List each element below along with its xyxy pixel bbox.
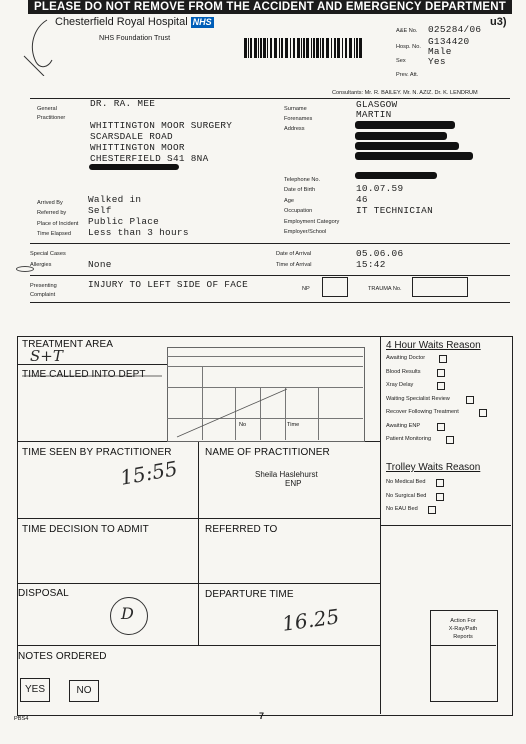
redaction xyxy=(355,132,447,140)
barcode-bar xyxy=(345,38,347,58)
barcode-bar xyxy=(250,38,252,58)
grid-line xyxy=(17,645,380,646)
address-label: Address xyxy=(284,126,305,132)
surname: GLASGOW xyxy=(356,99,398,110)
time-seen-handwritten: 15:55 xyxy=(118,456,180,490)
barcode-bar xyxy=(254,38,257,58)
gp-address-2: SCARSDALE ROAD xyxy=(90,131,173,142)
redaction xyxy=(355,152,473,160)
four-hour-item: Patient Monitoring xyxy=(386,433,510,447)
treatment-area-handwritten: S+T xyxy=(30,347,63,365)
barcode-bar xyxy=(311,38,312,58)
four-hour-list xyxy=(386,352,510,447)
margin-scribble xyxy=(14,16,54,76)
strikethrough xyxy=(22,374,162,378)
checkbox[interactable] xyxy=(466,396,474,404)
four-hour-item: Waiting Specialist Review xyxy=(386,393,510,407)
time-seen-label: TIME SEEN BY PRACTITIONER xyxy=(22,447,172,458)
gp-label-1: General xyxy=(37,106,57,112)
barcode-bar xyxy=(354,38,355,58)
sex-label: Sex xyxy=(396,58,406,64)
barcode-bar xyxy=(326,38,329,58)
occupation-label: Occupation xyxy=(284,208,313,214)
page-number: 7 xyxy=(259,711,265,721)
redaction xyxy=(355,121,455,129)
dob: 10.07.59 xyxy=(356,183,404,194)
name-of-practitioner-label: NAME OF PRACTITIONER xyxy=(205,447,330,458)
divider xyxy=(30,275,510,276)
time-elapsed: Less than 3 hours xyxy=(88,227,189,238)
diagonal-line xyxy=(167,385,363,440)
grid-line xyxy=(167,356,363,357)
redaction xyxy=(355,142,459,150)
arrived-by-label: Arrived By xyxy=(37,200,63,206)
complaint-text: INJURY TO LEFT SIDE OF FACE xyxy=(88,279,248,290)
telephone-label: Telephone No. xyxy=(284,177,321,183)
trolley-item: No Medical Bed xyxy=(386,476,510,490)
redaction xyxy=(355,172,437,179)
barcode-bar xyxy=(297,38,300,58)
checkbox[interactable] xyxy=(479,409,487,417)
time-decision-label: TIME DECISION TO ADMIT xyxy=(22,524,149,535)
practitioner-role: ENP xyxy=(285,479,302,488)
gp-address-1: WHITTINGTON MOOR SURGERY xyxy=(90,120,233,131)
occupation: IT TECHNICIAN xyxy=(356,205,434,216)
hole-punch xyxy=(16,266,34,272)
barcode-bar xyxy=(301,38,302,58)
grid-line xyxy=(430,645,496,646)
time-elapsed-label: Time Elapsed xyxy=(37,231,71,237)
allergies-label: Allergies xyxy=(30,262,52,268)
form-code: PBS4 xyxy=(14,716,29,722)
barcode-bar xyxy=(279,38,280,58)
employer-label: Employer/School xyxy=(284,229,327,235)
four-hour-item: Blood Results xyxy=(386,366,510,380)
time-called-label: TIME CALLED INTO DEPT xyxy=(22,369,146,380)
checkbox[interactable] xyxy=(437,423,445,431)
notes-ordered-label: NOTES ORDERED xyxy=(18,651,107,662)
barcode-bar xyxy=(267,38,268,58)
checkbox[interactable] xyxy=(428,506,436,514)
barcode-bar xyxy=(359,38,362,58)
hosp-no: G134420 xyxy=(428,36,470,47)
consultants: Consultants: Mr. R. BAILEY. Mr. N. AZIZ. Dr. K. LENDRUM xyxy=(332,90,478,96)
ae-no-label: A&E No. xyxy=(396,28,418,34)
action-box-text: Action For X-Ray/Path Reports xyxy=(448,618,478,640)
checkbox[interactable] xyxy=(437,382,445,390)
divider xyxy=(30,243,510,244)
grid-line xyxy=(198,441,199,645)
barcode-bar xyxy=(248,38,249,58)
departure-time-label: DEPARTURE TIME xyxy=(205,589,294,600)
four-hour-title: 4 Hour Waits Reason xyxy=(386,340,481,351)
trolley-item: No Surgical Bed xyxy=(386,490,510,504)
disposal-handwritten: D xyxy=(121,604,134,623)
barcode-bar xyxy=(290,38,291,58)
gp-address-3: WHITTINGTON MOOR xyxy=(90,142,185,153)
surname-label: Surname xyxy=(284,106,307,112)
forenames: MARTIN xyxy=(356,109,392,120)
redaction xyxy=(89,164,179,170)
forenames-label: Forenames xyxy=(284,116,313,122)
time-of-arrival-label: Time of Arrival xyxy=(276,262,312,268)
barcode-bar xyxy=(293,38,295,58)
barcode-bar xyxy=(260,38,262,58)
barcode-bar xyxy=(334,38,336,58)
four-hour-item: Awaiting Doctor xyxy=(386,352,510,366)
sex-value: Male xyxy=(428,46,452,57)
barcode-bar xyxy=(356,38,358,58)
barcode-bar xyxy=(303,38,305,58)
complaint-label-1: Presenting xyxy=(30,283,57,289)
allergies: None xyxy=(88,259,112,270)
trauma-box[interactable] xyxy=(412,277,468,297)
barcode-bar xyxy=(322,38,324,58)
nhs-logo: NHS xyxy=(192,17,212,27)
barcode-bar xyxy=(349,38,352,58)
disposal-label: DISPOSAL xyxy=(18,588,69,599)
divider xyxy=(30,302,510,303)
banner: PLEASE DO NOT REMOVE FROM THE ACCIDENT AND EMERGENCY DEPARTMENT xyxy=(28,0,512,14)
practitioner-name: Sheila Haslehurst xyxy=(255,470,318,479)
barcode-bar xyxy=(331,38,332,58)
four-hour-item: Recover Following Treatment xyxy=(386,406,510,420)
hospital-header xyxy=(55,16,214,28)
np-label: NP xyxy=(302,286,310,292)
yes-box[interactable]: YES xyxy=(20,678,50,702)
barcode-bar xyxy=(337,38,340,58)
special-cases-label: Special Cases xyxy=(30,251,66,257)
barcode-bar xyxy=(274,38,277,58)
dob-label: Date of Birth xyxy=(284,187,316,193)
barcode-bar xyxy=(270,38,272,58)
four-hour-item: Awaiting ENP xyxy=(386,420,510,434)
hospital-name: Chesterfield Royal Hospital xyxy=(55,16,188,28)
date-of-arrival: 05.06.06 xyxy=(356,248,404,259)
inner-no-label: No xyxy=(239,422,247,428)
complaint-label-2: Complaint xyxy=(30,292,56,298)
checkbox[interactable] xyxy=(446,436,454,444)
trust-name: NHS Foundation Trust xyxy=(99,33,171,42)
treatment-area-label: TREATMENT AREA xyxy=(22,339,114,350)
trolley-item: No EAU Bed xyxy=(386,503,510,517)
ae-no: 025284/06 xyxy=(428,24,482,35)
barcode-bar xyxy=(313,38,315,58)
grid-line xyxy=(167,366,363,367)
barcode-bar xyxy=(306,38,309,58)
departure-handwritten: 16.25 xyxy=(280,604,341,636)
barcode-bar xyxy=(281,38,283,58)
checkbox[interactable] xyxy=(439,355,447,363)
barcode-bar xyxy=(342,38,343,58)
gp-label-2: Practitioner xyxy=(37,115,66,121)
age-label: Age xyxy=(284,198,294,204)
gp-name: DR. RA. MEE xyxy=(90,98,156,109)
referred-by-label: Referred by xyxy=(37,210,67,216)
barcode-bar xyxy=(316,38,319,58)
trauma-label: TRAUMA No. xyxy=(368,286,402,292)
checkbox[interactable] xyxy=(437,369,445,377)
np-box[interactable] xyxy=(322,277,348,297)
grid-line xyxy=(380,525,511,526)
corner-note: u3) xyxy=(490,16,507,28)
barcode-bar xyxy=(285,38,288,58)
date-of-arrival-label: Date of Arrival xyxy=(276,251,312,257)
time-of-arrival: 15:42 xyxy=(356,259,386,270)
referred-by: Self xyxy=(88,205,112,216)
barcode-bar xyxy=(244,38,247,58)
inner-time-label: Time xyxy=(287,422,300,428)
barcode-bar xyxy=(263,38,266,58)
checkbox[interactable] xyxy=(436,479,444,487)
age: 46 xyxy=(356,194,368,205)
trolley-list xyxy=(386,476,510,517)
checkbox[interactable] xyxy=(436,493,444,501)
prev-att-label: Prev. Att. xyxy=(396,72,419,78)
place-label: Place of Incident xyxy=(37,221,79,227)
no-box[interactable]: NO xyxy=(69,680,99,702)
referred-to-label: REFERRED TO xyxy=(205,524,278,535)
employment-category-label: Employment Category xyxy=(284,219,340,225)
four-hour-item: Xray Delay xyxy=(386,379,510,393)
barcode xyxy=(244,38,362,60)
arrived-by: Walked in xyxy=(88,194,142,205)
hosp-no-label: Hosp. No. xyxy=(396,44,421,50)
barcode-bar xyxy=(320,38,321,58)
barcode-bar xyxy=(258,38,259,58)
trolley-title: Trolley Waits Reason xyxy=(386,462,481,473)
sex-extra: Yes xyxy=(428,56,446,67)
gp-address-4: CHESTERFIELD S41 8NA xyxy=(90,153,209,164)
place: Public Place xyxy=(88,216,160,227)
